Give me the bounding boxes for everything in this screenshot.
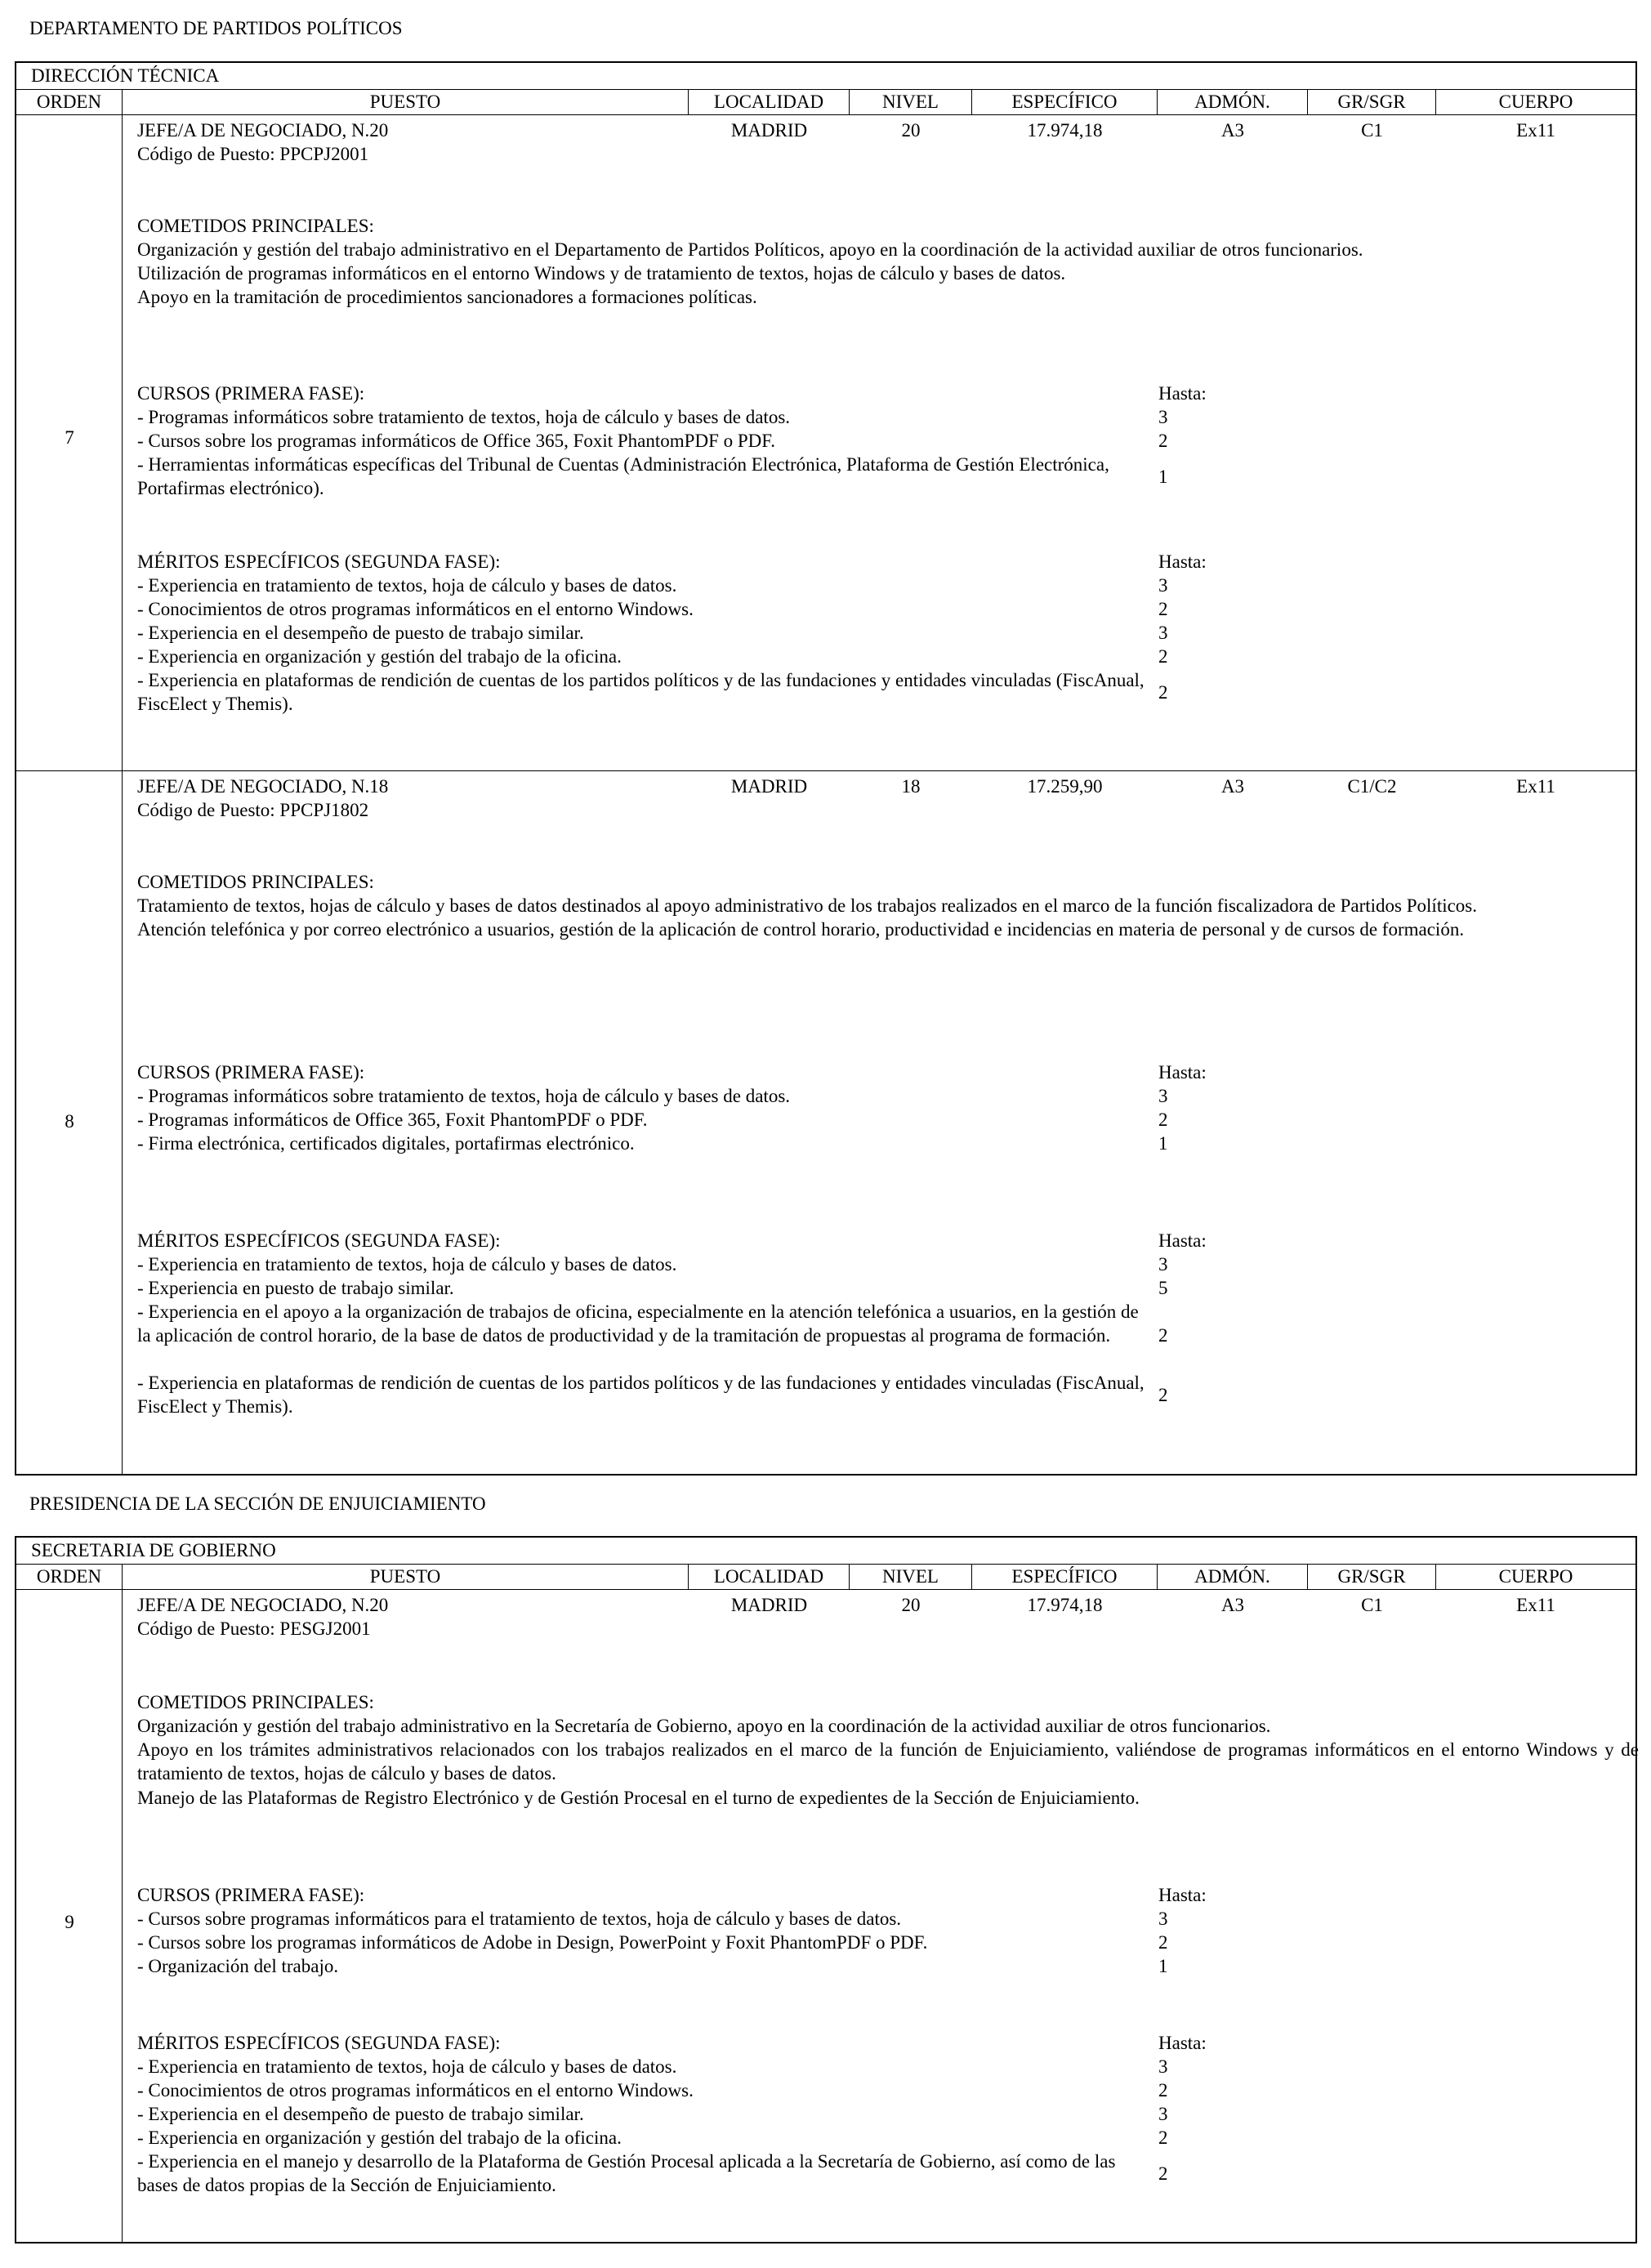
especifico-value: 17.974,18 <box>1027 1595 1103 1615</box>
unit-name: SECRETARIA DE GOBIERNO <box>16 1538 1635 1565</box>
merito-item: - Experiencia en el manejo y desarrollo de la Plataforma de Gestión Procesal aplicada a la Secretaría de Gobierno, así como de las bases de datos propias de la Sección de Enjuiciamiento. <box>137 2151 1116 2196</box>
merito-points: 3 <box>1158 1254 1168 1275</box>
cometido-item: Apoyo en la tramitación de procedimientos sancionadores a formaciones políticas. <box>137 287 757 308</box>
cometido-item: Tratamiento de textos, hojas de cálculo y bases de datos destinados al apoyo administrativo de los trabajos realizados en el marco de la función fiscalizadora de Partidos Políticos. <box>137 895 1478 916</box>
table-header-row <box>16 1565 1635 1590</box>
nivel-value: 20 <box>901 1595 921 1615</box>
orden-number: 7 <box>65 427 74 448</box>
merito-points: 5 <box>1158 1278 1168 1298</box>
cuerpo-value: Ex11 <box>1516 776 1555 797</box>
col-nivel: NIVEL <box>850 90 972 114</box>
col-nivel: NIVEL <box>850 1565 972 1589</box>
merito-item: - Experiencia en plataformas de rendición de cuentas de los partidos políticos y de las fundaciones y entidades vinculadas (FiscAnual, FiscElect y Themis). <box>137 1373 1145 1418</box>
curso-points: 1 <box>1158 1133 1168 1154</box>
col-orden: ORDEN <box>16 1565 123 1589</box>
cursos-heading: CURSOS (PRIMERA FASE): <box>137 383 365 404</box>
col-localidad: LOCALIDAD <box>689 90 850 114</box>
col-admon: ADMÓN. <box>1158 1565 1308 1589</box>
entry-content <box>16 771 1635 1474</box>
hasta-label: Hasta: <box>1158 1230 1207 1251</box>
grsgr-value: C1 <box>1361 120 1383 141</box>
merito-item: - Experiencia en tratamiento de textos, hoja de cálculo y bases de datos. <box>137 575 677 596</box>
curso-item: - Cursos sobre los programas informáticos de Office 365, Foxit PhantomPDF o PDF. <box>137 431 775 451</box>
cursos-heading: CURSOS (PRIMERA FASE): <box>137 1062 365 1083</box>
col-localidad: LOCALIDAD <box>689 1565 850 1589</box>
admon-value: A3 <box>1220 776 1245 797</box>
col-orden: ORDEN <box>16 90 123 114</box>
cometido-item: Atención telefónica y por correo electrónico a usuarios, gestión de la aplicación de control horario, productividad e incidencias en materia de personal y de cursos de formación. <box>137 919 1465 940</box>
merito-item: - Experiencia en puesto de trabajo similar. <box>137 1278 454 1298</box>
cuerpo-value: Ex11 <box>1516 1595 1555 1615</box>
entry-content <box>16 1590 1639 2242</box>
merito-points: 2 <box>1158 2080 1168 2101</box>
unit-name: DIRECCIÓN TÉCNICA <box>16 63 1635 90</box>
puesto-title: JEFE/A DE NEGOCIADO, N.20 <box>137 120 389 141</box>
merito-item: - Conocimientos de otros programas informáticos en el entorno Windows. <box>137 2080 694 2101</box>
curso-points: 3 <box>1158 407 1168 427</box>
meritos-heading: MÉRITOS ESPECÍFICOS (SEGUNDA FASE): <box>137 2033 501 2053</box>
merito-points: 2 <box>1158 682 1168 703</box>
merito-item: - Experiencia en organización y gestión del trabajo de la oficina. <box>137 646 622 667</box>
hasta-label: Hasta: <box>1158 551 1207 572</box>
curso-item: - Programas informáticos de Office 365, Foxit PhantomPDF o PDF. <box>137 1109 648 1130</box>
merito-item: - Experiencia en plataformas de rendición de cuentas de los partidos políticos y de las fundaciones y entidades vinculadas (FiscAnual, FiscElect y Themis). <box>137 670 1145 715</box>
col-grsgr: GR/SGR <box>1308 1565 1436 1589</box>
admon-value: A3 <box>1220 120 1245 141</box>
grsgr-value: C1/C2 <box>1347 776 1397 797</box>
curso-item: - Firma electrónica, certificados digitales, portafirmas electrónico. <box>137 1133 635 1154</box>
curso-item: - Organización del trabajo. <box>137 1956 339 1976</box>
puesto-code: Código de Puesto: PPCPJ2001 <box>137 144 369 164</box>
col-puesto: PUESTO <box>123 90 689 114</box>
department-heading: PRESIDENCIA DE LA SECCIÓN DE ENJUICIAMIENTO <box>29 1493 486 1514</box>
localidad-value: MADRID <box>730 776 808 797</box>
hasta-label: Hasta: <box>1158 2033 1207 2053</box>
especifico-value: 17.259,90 <box>1027 776 1103 797</box>
nivel-value: 18 <box>901 776 921 797</box>
col-cuerpo: CUERPO <box>1498 1566 1573 1587</box>
merito-points: 2 <box>1158 1325 1168 1346</box>
puesto-code: Código de Puesto: PPCPJ1802 <box>137 800 369 820</box>
curso-points: 2 <box>1158 431 1168 451</box>
col-especifico: ESPECÍFICO <box>972 90 1158 114</box>
cometidos-list <box>137 1714 1639 1810</box>
col-cuerpo: CUERPO <box>1498 92 1573 112</box>
merito-item: - Experiencia en el desempeño de puesto de trabajo similar. <box>137 623 584 643</box>
curso-item: - Herramientas informáticas específicas del Tribunal de Cuentas (Administración Electrónica, Plataforma de Gestión Electrónica, Portafirmas electrónico). <box>137 454 1109 499</box>
puesto-title: JEFE/A DE NEGOCIADO, N.20 <box>137 1595 389 1615</box>
orden-number: 9 <box>65 1912 74 1932</box>
position-entry <box>16 115 1635 771</box>
positions-table <box>15 61 1637 1476</box>
cometidos-list <box>137 238 1632 310</box>
puesto-title: JEFE/A DE NEGOCIADO, N.18 <box>137 776 389 797</box>
merito-points: 3 <box>1158 575 1168 596</box>
entry-content <box>16 115 1635 770</box>
merito-item: - Conocimientos de otros programas informáticos en el entorno Windows. <box>137 599 694 619</box>
nivel-value: 20 <box>901 120 921 141</box>
col-especifico: ESPECÍFICO <box>972 1565 1158 1589</box>
meritos-heading: MÉRITOS ESPECÍFICOS (SEGUNDA FASE): <box>137 551 501 572</box>
cometidos-heading: COMETIDOS PRINCIPALES: <box>137 872 374 892</box>
curso-item: - Programas informáticos sobre tratamiento de textos, hoja de cálculo y bases de datos. <box>137 407 791 427</box>
admon-value: A3 <box>1220 1595 1245 1615</box>
merito-points: 2 <box>1158 1385 1168 1405</box>
puesto-code: Código de Puesto: PESGJ2001 <box>137 1618 371 1639</box>
curso-points: 2 <box>1158 1109 1168 1130</box>
cometido-item: Utilización de programas informáticos en el entorno Windows y de tratamiento de textos, hojas de cálculo y bases de datos. <box>137 263 1066 284</box>
merito-item: - Experiencia en organización y gestión del trabajo de la oficina. <box>137 2127 622 2148</box>
table-header-row <box>16 90 1635 115</box>
cometido-item: Manejo de las Plataformas de Registro Electrónico y de Gestión Procesal en el turno de expedientes de la Sección de Enjuiciamiento. <box>137 1787 1140 1808</box>
positions-table <box>15 1536 1637 2243</box>
position-entry <box>16 1590 1639 2242</box>
grsgr-value: C1 <box>1361 1595 1383 1615</box>
curso-points: 3 <box>1158 1909 1168 1929</box>
localidad-value: MADRID <box>730 1595 808 1615</box>
hasta-label: Hasta: <box>1158 1062 1207 1083</box>
merito-points: 3 <box>1158 623 1168 643</box>
merito-points: 3 <box>1158 2104 1168 2124</box>
merito-points: 2 <box>1158 646 1168 667</box>
curso-item: - Cursos sobre programas informáticos para el tratamiento de textos, hoja de cálculo y bases de datos. <box>137 1909 902 1929</box>
hasta-label: Hasta: <box>1158 1885 1207 1905</box>
merito-item: - Experiencia en tratamiento de textos, hoja de cálculo y bases de datos. <box>137 1254 677 1275</box>
localidad-value: MADRID <box>730 120 808 141</box>
merito-points: 3 <box>1158 2056 1168 2077</box>
merito-item: - Experiencia en el desempeño de puesto de trabajo similar. <box>137 2104 584 2124</box>
curso-points: 1 <box>1158 467 1168 487</box>
col-puesto: PUESTO <box>123 1565 689 1589</box>
cometidos-heading: COMETIDOS PRINCIPALES: <box>137 1692 374 1712</box>
curso-points: 3 <box>1158 1086 1168 1106</box>
cometidos-list <box>137 894 1577 941</box>
orden-number: 8 <box>65 1111 74 1132</box>
cometido-item: Organización y gestión del trabajo administrativo en el Departamento de Partidos Políticos, apoyo en la coordinación de la actividad auxiliar de otros funcionarios. <box>137 239 1363 260</box>
cursos-heading: CURSOS (PRIMERA FASE): <box>137 1885 365 1905</box>
merito-item: - Experiencia en el apoyo a la organización de trabajos de oficina, especialmente en la atención telefónica a usuarios, en la gestión de la aplicación de control horario, de la base de datos de productividad y de la tramitación de propuestas al programa de formación. <box>137 1301 1139 1346</box>
especifico-value: 17.974,18 <box>1027 120 1103 141</box>
cometido-item: Organización y gestión del trabajo administrativo en la Secretaría de Gobierno, apoyo en la coordinación de la actividad auxiliar de otros funcionarios. <box>137 1716 1271 1736</box>
col-admon: ADMÓN. <box>1158 90 1308 114</box>
merito-points: 2 <box>1158 599 1168 619</box>
meritos-heading: MÉRITOS ESPECÍFICOS (SEGUNDA FASE): <box>137 1230 501 1251</box>
merito-points: 2 <box>1158 2127 1168 2148</box>
position-entry <box>16 771 1635 1474</box>
curso-points: 1 <box>1158 1956 1168 1976</box>
merito-item: - Experiencia en tratamiento de textos, hoja de cálculo y bases de datos. <box>137 2056 677 2077</box>
merito-points: 2 <box>1158 2163 1168 2184</box>
cometidos-heading: COMETIDOS PRINCIPALES: <box>137 216 374 236</box>
hasta-label: Hasta: <box>1158 383 1207 404</box>
col-grsgr: GR/SGR <box>1308 90 1436 114</box>
curso-item: - Cursos sobre los programas informáticos de Adobe in Design, PowerPoint y Foxit PhantomPDF o PDF. <box>137 1932 928 1953</box>
cuerpo-value: Ex11 <box>1516 120 1555 141</box>
department-heading: DEPARTAMENTO DE PARTIDOS POLÍTICOS <box>29 18 403 38</box>
cometido-item: Apoyo en los trámites administrativos relacionados con los trabajos realizados en el marco de la función de Enjuiciamiento, valiéndose de programas informáticos en el entorno Windows y de tratamiento de textos, hojas de cálculo y bases de datos. <box>137 1739 1639 1784</box>
curso-item: - Programas informáticos sobre tratamiento de textos, hoja de cálculo y bases de datos. <box>137 1086 791 1106</box>
curso-points: 2 <box>1158 1932 1168 1953</box>
